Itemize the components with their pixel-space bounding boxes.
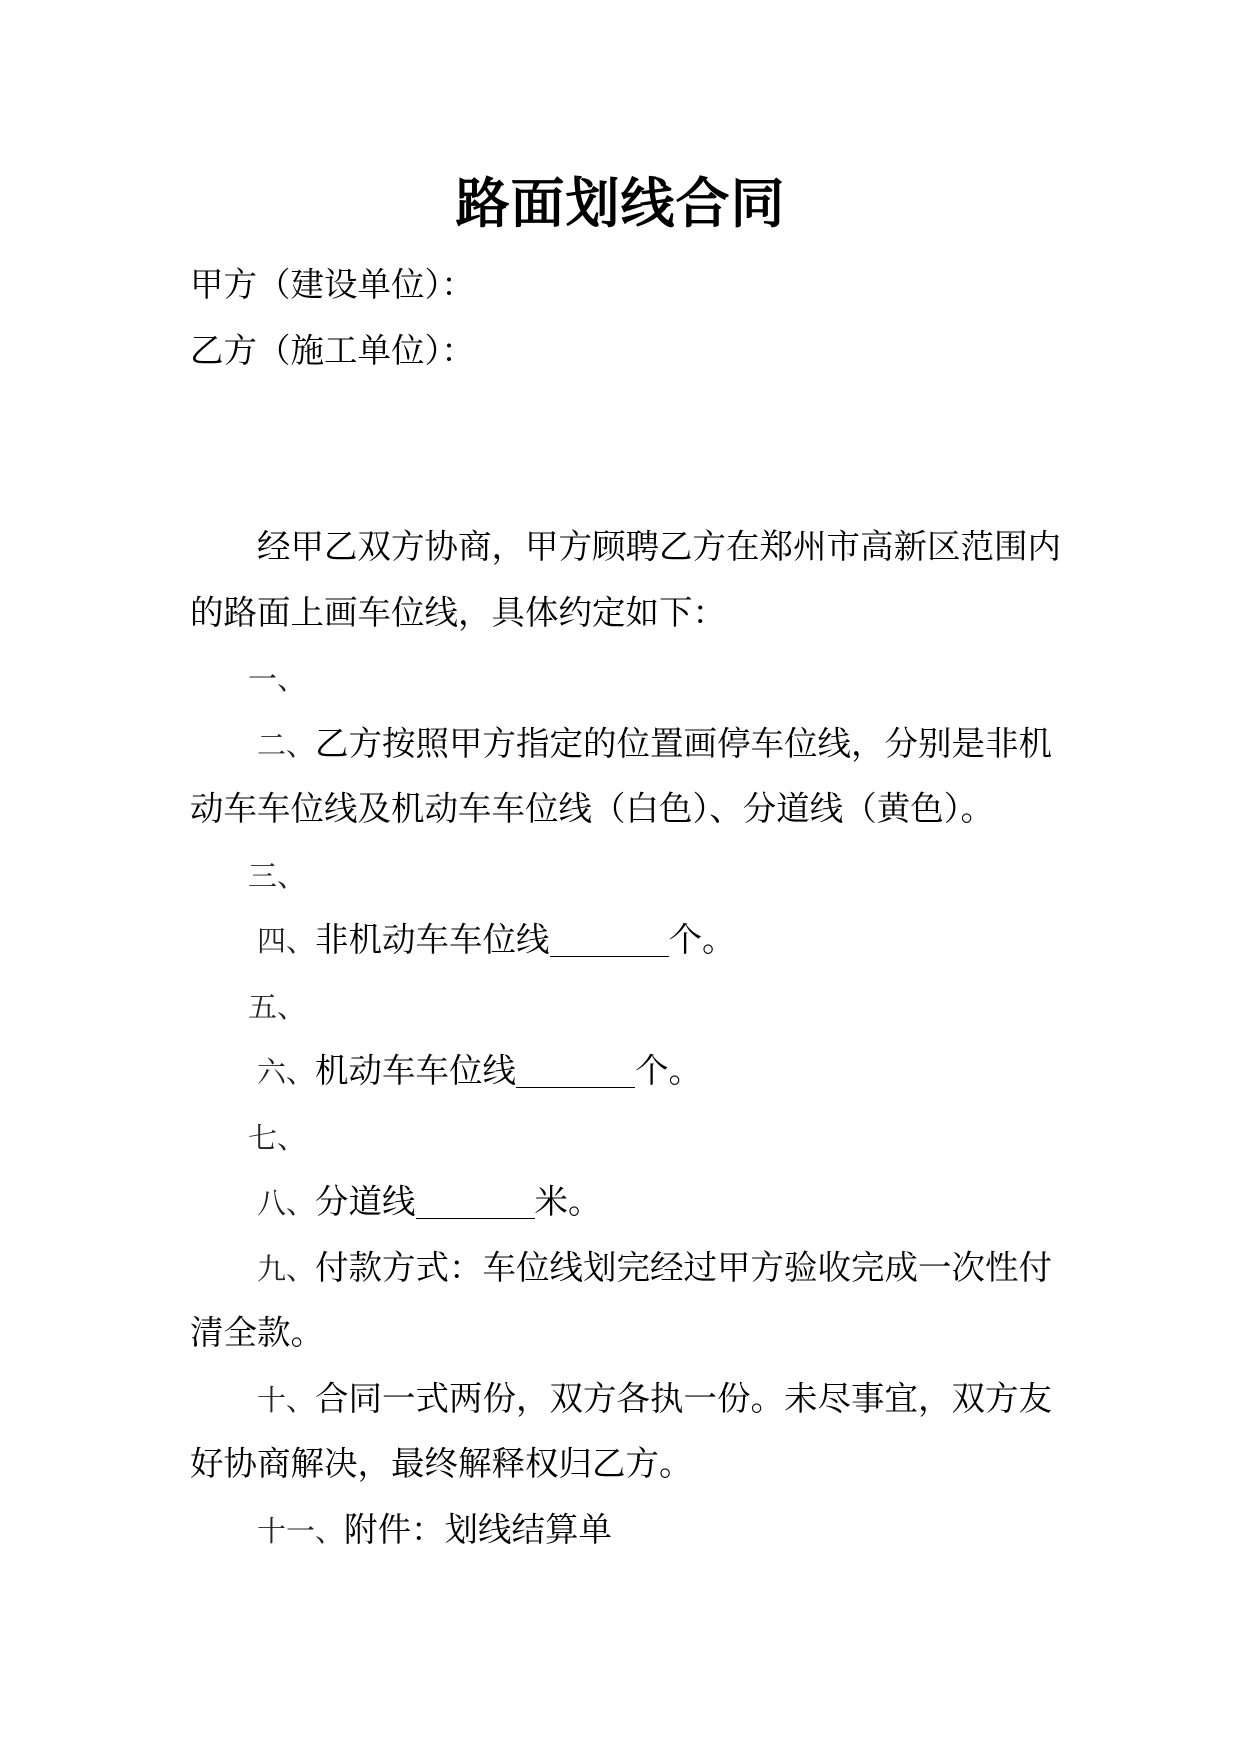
- clause-number: 三、: [248, 858, 307, 893]
- clause-line: [190, 711, 1070, 777]
- party-a-line: 甲方（建设单位）：: [190, 265, 475, 304]
- fill-in-blank: [550, 928, 669, 957]
- clause-number: 六、: [257, 1055, 316, 1089]
- clause-text: 付款方式：车位线划完经过甲方验收完成一次性付: [315, 1247, 1053, 1287]
- clause-text: 非机动车车位线: [315, 920, 550, 959]
- clause-8: [190, 1169, 1070, 1235]
- blank-line: [190, 449, 1070, 515]
- clause-number: 十一、: [257, 1513, 345, 1548]
- clause-number: 一、: [248, 662, 307, 696]
- clause-text: 分道线: [315, 1182, 416, 1221]
- clause-number: 八、: [257, 1186, 316, 1220]
- clause-5: [190, 973, 1070, 1039]
- clause-1: [190, 645, 1070, 711]
- intro-paragraph: [190, 514, 1070, 645]
- clause-text: 好协商解决，最终解释权归乙方。: [190, 1444, 693, 1483]
- clause-line: [190, 1235, 1070, 1301]
- clause-line: [190, 776, 1070, 842]
- clause-number: 四、: [257, 924, 316, 958]
- clause-10: [190, 1366, 1070, 1497]
- clause-number: 五、: [248, 989, 307, 1024]
- clause-line: [190, 1300, 1070, 1366]
- clause-text: 清全款。: [190, 1313, 324, 1352]
- clause-line: [190, 1366, 1070, 1432]
- clause-9: [190, 1235, 1070, 1366]
- intro-line: 经甲乙双方协商，甲方顾聘乙方在郑州市高新区范围内: [257, 527, 1061, 566]
- fill-in-blank: [416, 1190, 535, 1219]
- clause-unit: 个。: [635, 1051, 703, 1090]
- clause-3: [190, 842, 1070, 908]
- clause-unit: 米。: [534, 1182, 602, 1221]
- clause-4: [190, 907, 1070, 973]
- clause-text: 动车车位线及机动车车位线（白色）、分道线（黄色）。: [190, 789, 994, 828]
- contract-body: [190, 252, 1070, 1562]
- clause-6: [190, 1038, 1070, 1104]
- blank-line: [190, 383, 1070, 449]
- clause-text: 乙方按照甲方指定的位置画停车位线，分别是非机: [315, 723, 1053, 763]
- clause-line: [190, 1431, 1070, 1497]
- contract-title: 路面划线合同: [455, 171, 786, 235]
- intro-line: 的路面上画车位线，具体约定如下：: [190, 592, 726, 632]
- party-b-line: 乙方（施工单位）：: [190, 330, 475, 370]
- clause-11: [190, 1497, 1070, 1563]
- clause-number: 十、: [257, 1382, 316, 1417]
- clause-number: 九、: [257, 1251, 316, 1286]
- clause-7: [190, 1104, 1070, 1170]
- clause-text: 机动车车位线: [315, 1051, 517, 1090]
- clause-number: 七、: [248, 1120, 307, 1155]
- clause-unit: 个。: [668, 920, 736, 959]
- fill-in-blank: [516, 1059, 635, 1088]
- clause-number: 二、: [257, 727, 316, 762]
- clause-text: 附件：划线结算单: [344, 1509, 613, 1549]
- clause-text: 合同一式两份，双方各执一份。未尽事宜，双方友: [315, 1378, 1053, 1418]
- clause-2: [190, 711, 1070, 842]
